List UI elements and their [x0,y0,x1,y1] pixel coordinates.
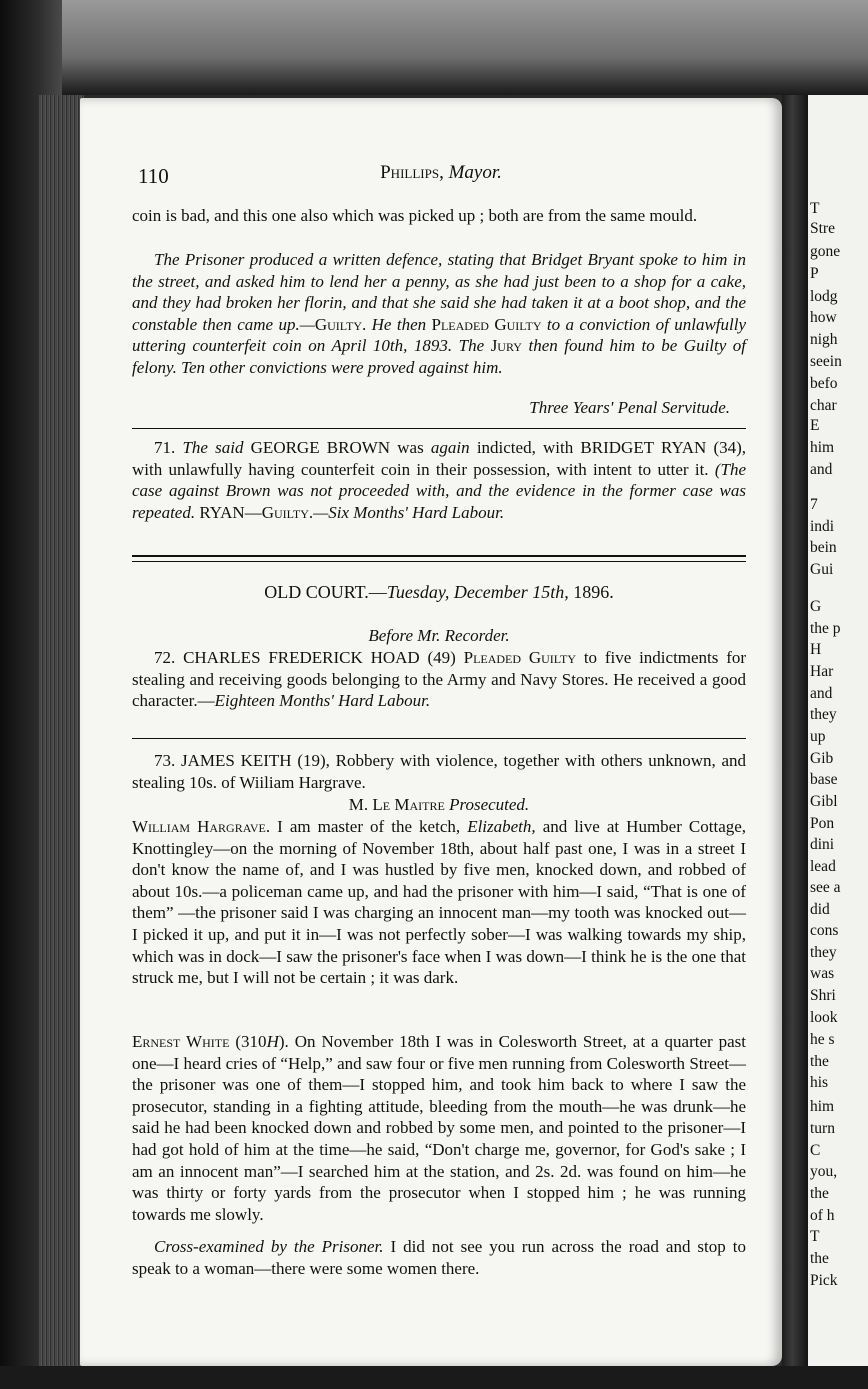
book-gutter [782,95,808,1389]
jury: Jury [490,336,522,356]
case-71 [132,437,746,523]
facing-page-text: how [810,309,837,326]
witness-hargrave [132,816,746,989]
case-73-age: (19), [297,751,330,770]
verdict-guilty: Guilty. [314,314,367,334]
facing-page-text: his [810,1074,829,1091]
scan-bottom-background [0,1366,868,1389]
case-71-guilty: Guilty. [261,502,314,522]
facing-page-text: Pick [810,1272,838,1289]
case-71-text-b: was [397,438,424,457]
page-number: 110 [138,164,169,188]
facing-page-text: Gib [810,750,834,767]
facing-page-text: was [810,965,835,982]
case-72 [132,647,746,712]
case-71-number: 71. [154,438,176,457]
facing-page-text: Shri [810,987,836,1004]
cross-label: Cross-examined by the Prisoner. [154,1237,384,1256]
facing-page-text: lead [810,858,836,875]
defence-cont-3: then found him to be Guilty of felony. Ten other convictions were proved against him. [132,336,747,377]
facing-page-text: the [810,1250,829,1267]
cross-text: I did not see you run across the road and stop to speak to a woman—there were some women there. [132,1237,746,1278]
facing-page-text: the [810,1053,829,1070]
facing-page-text: him [810,439,835,456]
facing-page-text: seein [810,353,842,370]
facing-page-text: Gibl [810,793,838,810]
facing-page-text: lodg [810,288,838,305]
running-title [132,162,750,184]
sentence-70 [132,397,730,419]
facing-page-text: Stre [810,220,835,237]
facing-page-text: him [810,1098,835,1115]
facing-page-text: you, [810,1163,838,1180]
facing-page-text: he s [810,1031,835,1048]
prosecuted-label: Prosecuted. [449,795,530,814]
facing-page-text: P [810,265,819,282]
case-72-name: CHARLES FREDERICK HOAD (49) [183,648,456,667]
before-recorder: Before Mr. Recorder. [368,626,510,645]
defence-cont-3-pre: The [458,336,485,356]
scan-top-background [0,0,868,95]
sentence-70-text: Three Years' Penal Servitude. [529,398,730,417]
facing-page-text: of h [810,1207,835,1224]
case-73 [132,750,746,793]
facing-page-text: Pon [810,815,835,832]
facing-page-text: they [810,944,837,961]
facing-page-text: see a [810,879,841,896]
defence-cont-1: He then [371,314,427,334]
case-71-again: again [430,438,470,457]
facing-page-text: Gui [810,561,834,578]
facing-page-text: C [810,1142,821,1159]
facing-page-text: did [810,901,830,918]
court-year: 1896. [573,582,614,602]
court-name: OLD COURT.— [264,582,387,602]
case-71-text-d: with unlawfully having counterfeit coin in their possession, with intent to utter it. [132,459,709,479]
witness-1-text-b: and live at Humber Cottage, Knottingley—on the morning of November 18th, about half past one, I was in a street I don't know the name of, and I was hustled by five men, knocked down, and robbed of about 10s.—a policeman came up, and had the prisoner with him—I said, “That is one of them” —the prisoner said I was charging an innocent man—my tooth was knocked out—I picked it up, and put it in—I was not perfectly sober—I was walking towards my ship, which was in dock—I saw the prisoner's face when I was down—I think he is the one that struck me, but I will not be certain ; it was dark. [132,817,747,988]
page-edges [38,95,84,1375]
case-72-number: 72. [154,648,176,667]
case-71-text-c: indicted, with [476,438,574,457]
double-rule [132,555,746,562]
facing-page-text: look [810,1009,838,1026]
facing-page-text: the [810,1185,829,1202]
facing-page-text: cons [810,922,839,939]
facing-page-text: bein [810,539,837,556]
paragraph-defence [132,249,746,379]
case-72-pleaded: Pleaded Guilty [463,648,577,667]
facing-page-text: dini [810,836,835,853]
defence-text: The Prisoner produced a written defence, stating that Bridget Bryant spoke to him in the street, and asked him to lend her a penny, as she had just been to a shop for a cake, and they had broken her florin, and that she said she had taken it at a boot shop, and the constable then came up.— [132,250,746,334]
facing-page-text: and [810,685,833,702]
court-date: Tuesday, December 15th, [386,582,569,602]
case-73-prosecution [132,794,746,816]
case-72-text: to five indictments for stealing and receiving goods belonging to the Army and Navy Stores. He received a good character.— [132,648,747,711]
facing-page-fragment [808,95,868,1389]
facing-page-text: 7 [810,496,818,513]
witness-2-badge-h: H [266,1032,279,1051]
divider [132,428,746,429]
facing-page-text: up [810,728,826,745]
facing-page-text: befo [810,375,838,392]
facing-page-text: T [810,1228,820,1245]
paragraph-continued: coin is bad, and this one also which was picked up ; both are from the same mould. [132,206,698,225]
facing-page-text: E [810,417,820,434]
pleaded-guilty: Pleaded Guilty [431,314,542,334]
defence-cont-2: to a conviction of unlawfully uttering counterfeit coin on April 10th, 1893. [132,314,746,356]
court-heading [132,582,746,604]
case-71-text-a: The said [182,438,244,457]
facing-page-text: gone [810,243,841,260]
case-72-sentence: Eighteen Months' Hard Labour. [214,691,431,711]
prosecutor-name: M. Le Maitre [348,795,445,814]
case-73-name: JAMES KEITH [181,751,292,770]
facing-page-text: G [810,598,822,615]
running-header [132,160,750,188]
witness-2-text: On November 18th I was in Colesworth Street, at a quarter past one—I heard cries of “Help,” and saw four or five men running from Colesworth Street—the prisoner was one of them—I stopped him, and took him back to where I saw the prosecutor, standing in a fighting attitude, bleeding from the mouth—he was drunk—he said he had been knocked down and robbed by some men, and pointed to the prisoner—I had got hold of him at the time—he said, “Don't charge me, governor, for God's sake ; I am an innocent man”—I searched him at the station, and 2s. 2d. was found on him—he was thirty or forty yards from the prosecutor when I stopped him ; he was running towards me slowly. [132,1032,747,1224]
witness-2-name: Ernest White [132,1032,230,1051]
ship-name: Elizabeth, [467,817,536,836]
facing-page-text: Har [810,663,834,680]
witness-1-text-a: I am master of the ketch, [277,817,461,836]
running-title-role: Mayor. [448,162,502,183]
witness-1-name: William Hargrave. [132,817,271,836]
divider [132,738,746,739]
facing-page-text: turn [810,1120,835,1137]
case-71-note: (The case against Brown was not proceeded with, and the evidence in the former case was repeated. [132,459,746,522]
case-73-number: 73. [154,751,176,770]
facing-page-text: char [810,397,837,414]
case-71-sentence: —Six Months' Hard Labour. [313,502,505,522]
cross-examination [132,1236,746,1279]
facing-page-text: T [810,200,820,217]
case-73-text: Robbery with violence, together with others unknown, and stealing 10s. of Wiiliam Hargrave. [132,751,747,792]
witness-2-badge-close: ). [278,1032,289,1051]
facing-page-text: base [810,771,838,788]
case-71-name: GEORGE BROWN [250,438,391,457]
facing-page-text: H [810,641,822,658]
witness-2-badge: (310 [235,1032,267,1051]
case-71-ryan: RYAN— [199,502,262,522]
facing-page-text: the p [810,620,841,637]
facing-page-text: they [810,706,837,723]
witness-white [132,1031,746,1225]
facing-page-text: and [810,461,833,478]
running-title-name: Phillips, [380,162,444,183]
facing-page-text: indi [810,518,835,535]
case-71-codefendant: BRIDGET RYAN (34), [580,438,747,457]
facing-page-text: nigh [810,331,838,348]
